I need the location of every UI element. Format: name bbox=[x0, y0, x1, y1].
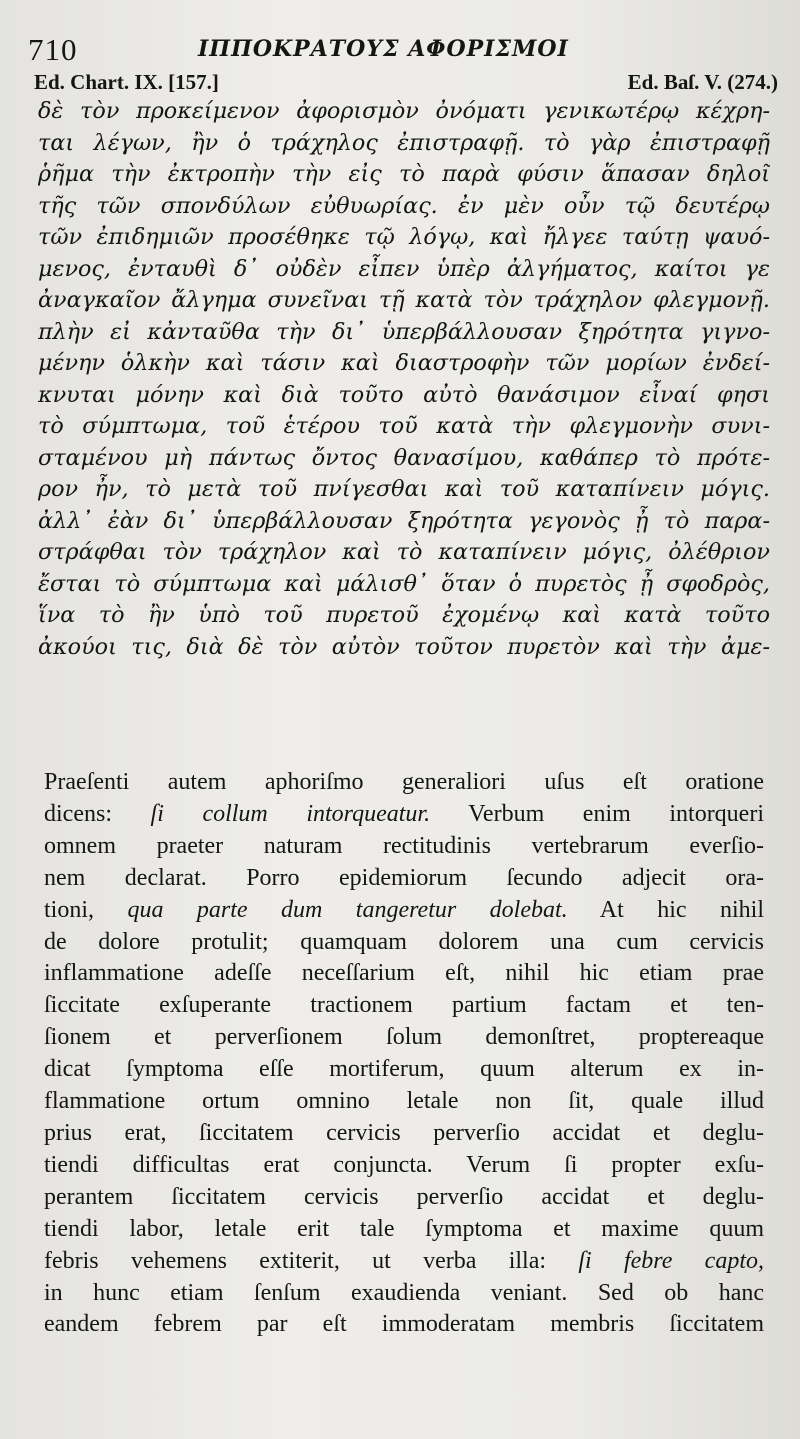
text-segment: febris vehemens extiterit, ut verba illa: bbox=[44, 1247, 579, 1274]
text-segment: nem declarat. Porro epidemiorum ſecundo adjecit ora- bbox=[44, 864, 764, 891]
text-segment: dicens: bbox=[44, 800, 151, 827]
greek-text-line: σταμένου μὴ πάντως ὄντος θανασίμου, καθάπερ τὸ πρότε- bbox=[38, 444, 770, 471]
greek-text-line: μενος, ἐνταυθὶ δ᾽ οὐδὲν εἶπεν ὑπὲρ ἀλγήματος, καίτοι γε bbox=[38, 255, 770, 282]
latin-text-line bbox=[44, 1118, 764, 1150]
latin-text-line bbox=[44, 990, 764, 1022]
text-segment: tiendi labor, letale erit tale ſymptoma et maxime quum bbox=[44, 1215, 764, 1242]
latin-text-line bbox=[44, 1214, 764, 1246]
latin-text-line bbox=[44, 799, 764, 831]
latin-text-line bbox=[44, 767, 764, 799]
edition-reference-line bbox=[28, 70, 778, 98]
text-segment: dicat ſymptoma eſſe mortiferum, quum alterum ex in- bbox=[44, 1056, 764, 1083]
greek-text-block bbox=[38, 96, 770, 663]
greek-text-line: στράφθαι τὸν τράχηλον καὶ τὸ καταπίνειν μόγις, ὀλέθριον bbox=[38, 539, 770, 565]
text-segment: tioni, bbox=[44, 896, 128, 923]
greek-text-line: ται λέγων, ἢν ὁ τράχηλος ἐπιστραφῇ. τὸ γὰρ ἐπιστραφῇ bbox=[38, 129, 770, 156]
italic-quotation: ſi febre capto, bbox=[578, 1247, 764, 1274]
text-segment: At hic nihil bbox=[567, 896, 764, 923]
greek-text-line: τῶν ἐπιδημιῶν προσέθηκε τῷ λόγῳ, καὶ ἤλγεε ταύτῃ ψαυό- bbox=[38, 224, 770, 250]
greek-text-line: ἀναγκαῖον ἄλγημα συνεῖναι τῇ κατὰ τὸν τράχηλον φλεγμονῇ. bbox=[38, 287, 770, 313]
greek-text-line: ῥῆμα τὴν ἐκτροπὴν τὴν εἰς τὸ παρὰ φύσιν ἅπασαν δηλοῖ bbox=[38, 161, 770, 187]
latin-text-line bbox=[44, 1278, 764, 1310]
text-segment: Verbum enim intorqueri bbox=[430, 800, 764, 827]
text-segment: in hunc etiam ſenſum exaudienda veniant. Sed ob hanc bbox=[44, 1279, 764, 1306]
latin-text-line bbox=[44, 1022, 764, 1054]
greek-text-line: μένην ὁλκὴν καὶ τάσιν καὶ διαστροφὴν τῶν μορίων ἐνδεί- bbox=[38, 350, 770, 376]
greek-text-line: τὸ σύμπτωμα, τοῦ ἑτέρου τοῦ κατὰ τὴν φλεγμονὴν συνι- bbox=[38, 413, 770, 439]
text-segment: prius erat, ſiccitatem cervicis perverſio accidat et deglu- bbox=[44, 1119, 764, 1146]
latin-text-line bbox=[44, 831, 764, 863]
text-segment: omnem praeter naturam rectitudinis vertebrarum everſio- bbox=[44, 832, 764, 859]
latin-text-line bbox=[44, 1182, 764, 1214]
italic-quotation: qua parte dum tangeretur dolebat. bbox=[127, 896, 568, 923]
greek-text-line: πλὴν εἰ κἀνταῦθα τὴν δι᾽ ὑπερβάλλουσαν ξηρότητα γιγνο- bbox=[38, 318, 770, 345]
latin-text-line bbox=[44, 895, 764, 927]
running-title: ΙΠΠΟΚΡΑΤΟΥΣ ΑΦΟΡΙΣΜΟΙ bbox=[198, 36, 569, 62]
latin-text-line bbox=[44, 863, 764, 895]
latin-text-line bbox=[44, 927, 764, 959]
greek-text-line: κνυται μόνην καὶ διὰ τοῦτο αὐτὸ θανάσιμον εἶναί φησι bbox=[38, 381, 770, 408]
latin-text-line bbox=[44, 1054, 764, 1086]
edition-chartier-ref: Ed. Chart. IX. [157.] bbox=[34, 70, 219, 94]
greek-text-line: ἀλλ᾽ ἐὰν δι᾽ ὑπερβάλλουσαν ξηρότητα γεγονὸς ᾖ τὸ παρα- bbox=[38, 507, 770, 534]
latin-text-line bbox=[44, 1246, 764, 1278]
edition-basel-ref: Ed. Baſ. V. (274.) bbox=[627, 70, 778, 94]
text-segment: perantem ſiccitatem cervicis perverſio accidat et deglu- bbox=[44, 1183, 764, 1210]
page-header bbox=[28, 26, 778, 66]
text-segment: de dolore protulit; quamquam dolorem una cum cervicis bbox=[44, 928, 764, 955]
latin-text-line bbox=[44, 1309, 764, 1341]
text-segment: Praeſenti autem aphoriſmo generaliori uſus eſt oratione bbox=[44, 769, 764, 795]
greek-text-line: ἔσται τὸ σύμπτωμα καὶ μάλισθ᾽ ὅταν ὁ πυρετὸς ᾖ σφοδρὸς, bbox=[38, 570, 770, 597]
text-segment: tiendi difficultas erat conjuncta. Verum ſi propter exſu- bbox=[44, 1151, 764, 1178]
greek-text-line: δὲ τὸν προκείμενον ἀφορισμὸν ὀνόματι γενικωτέρῳ κέχρη- bbox=[38, 98, 770, 124]
italic-quotation: ſi collum intorqueatur. bbox=[150, 800, 431, 827]
latin-text-line bbox=[44, 1086, 764, 1118]
latin-text-line bbox=[44, 958, 764, 990]
greek-text-line: ἵνα τὸ ἢν ὑπὸ τοῦ πυρετοῦ ἐχομένῳ καὶ κατὰ τοῦτο bbox=[38, 602, 770, 628]
latin-text-block bbox=[44, 767, 764, 1341]
text-segment: ſiccitate exſuperante tractionem partium factam et ten- bbox=[44, 992, 764, 1019]
page-number: 710 bbox=[28, 32, 78, 67]
greek-text-line: ἀκούοι τις, διὰ δὲ τὸν αὐτὸν τοῦτον πυρετὸν καὶ τὴν ἀμε- bbox=[38, 633, 770, 660]
text-segment: inflammatione adeſſe neceſſarium eſt, nihil hic etiam prae bbox=[44, 960, 764, 987]
text-segment: eandem febrem par eſt immoderatam membris ſiccitatem bbox=[44, 1311, 764, 1338]
greek-text-line: ρον ἦν, τὸ μετὰ τοῦ πνίγεσθαι καὶ τοῦ καταπίνειν μόγις. bbox=[38, 476, 770, 502]
greek-text-line: τῆς τῶν σπονδύλων εὐθυωρίας. ἐν μὲν οὖν τῷ δευτέρῳ bbox=[38, 192, 770, 219]
text-segment: flammatione ortum omnino letale non ſit, quale illud bbox=[44, 1088, 764, 1115]
text-segment: ſionem et perverſionem ſolum demonſtret, proptereaque bbox=[44, 1024, 764, 1051]
latin-text-line bbox=[44, 1150, 764, 1182]
